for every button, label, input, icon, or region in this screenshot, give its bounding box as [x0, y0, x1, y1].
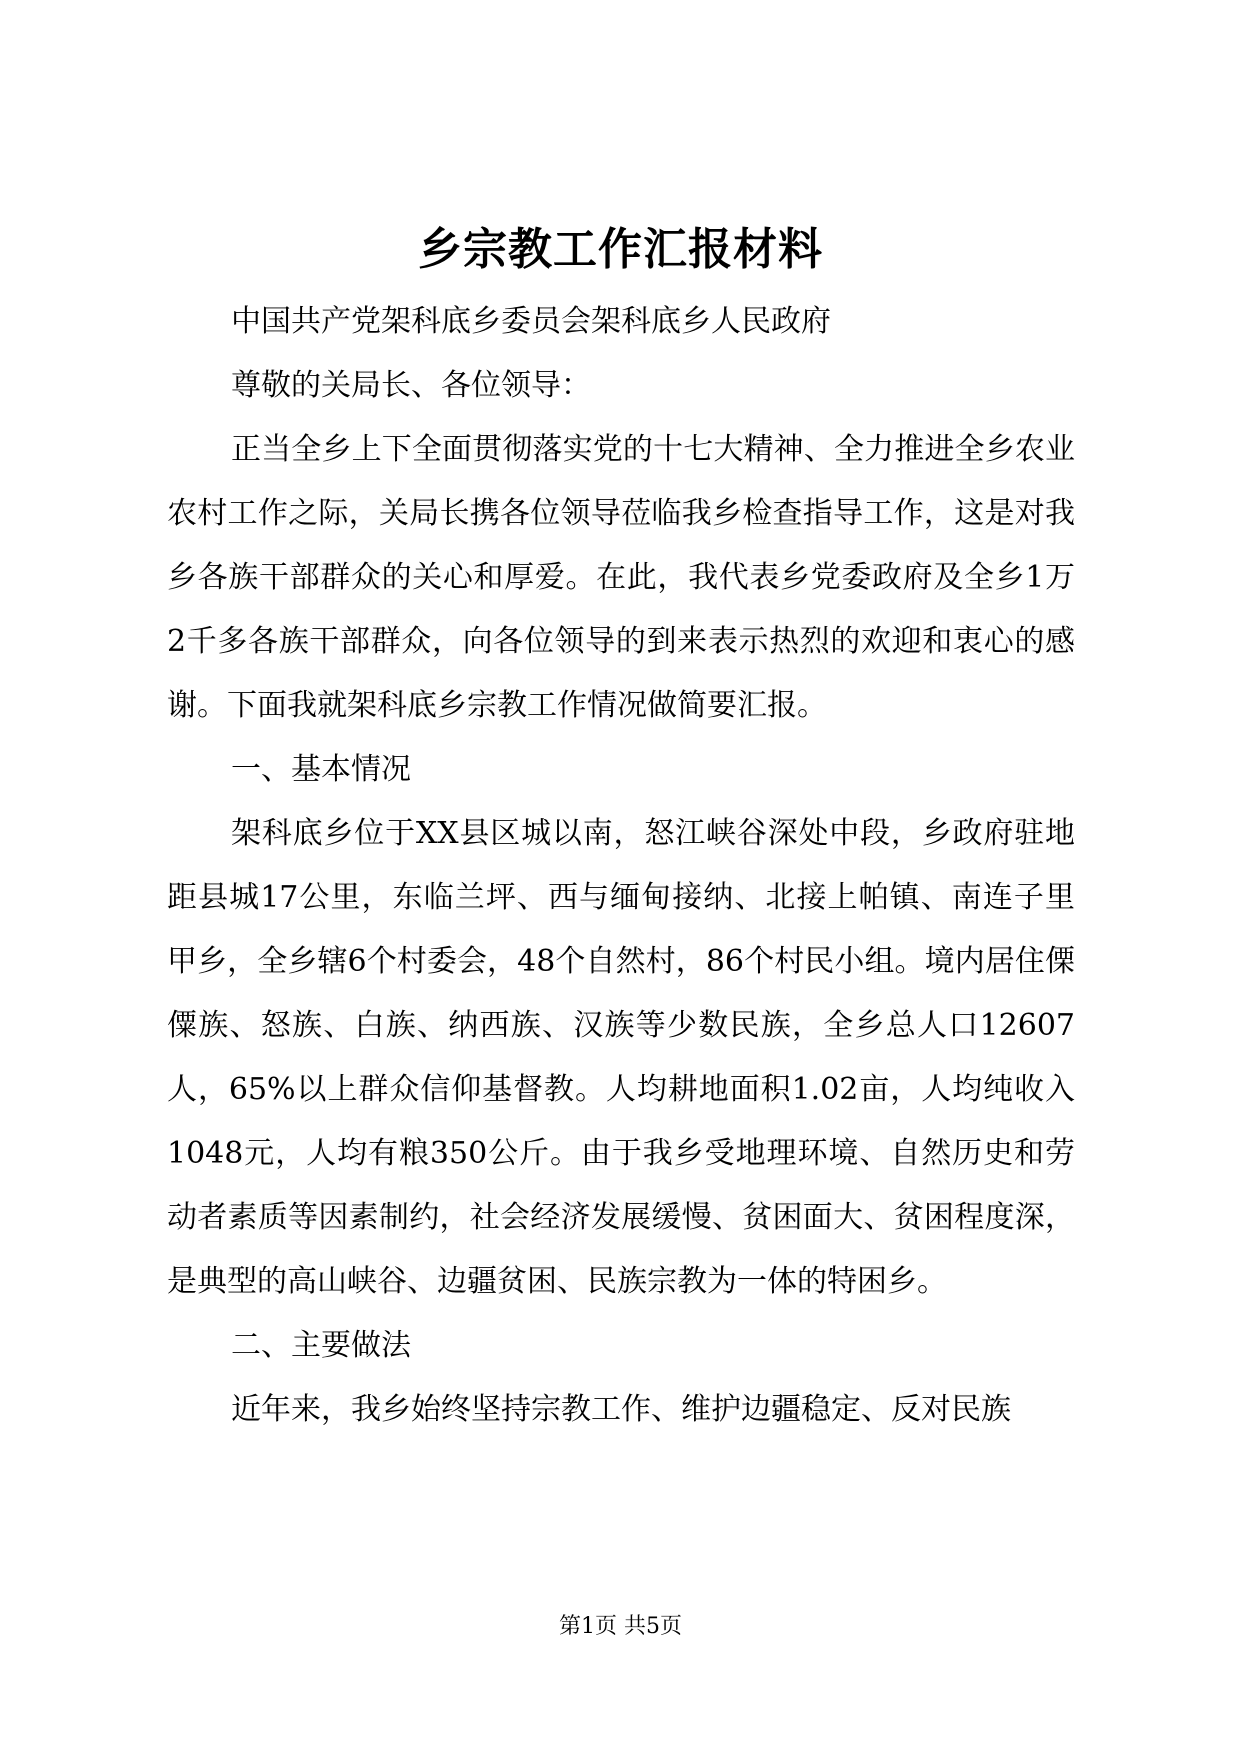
document-body — [167, 290, 1075, 1442]
paragraph-intro: 正当全乡上下全面贯彻落实党的十七大精神、全力推进全乡农业农村工作之际，关局长携各位领导莅临我乡检查指导工作，这是对我乡各族干部群众的关心和厚爱。在此，我代表乡党委政府及全乡1万2千多各族干部群众，向各位领导的到来表示热烈的欢迎和衷心的感谢。下面我就架科底乡宗教工作情况做简要汇报。 — [167, 432, 1075, 723]
page-number-footer: 第1页 共5页 — [559, 1614, 682, 1639]
paragraph-basic-situation: 架科底乡位于XX县区城以南，怒江峡谷深处中段，乡政府驻地距县城17公里，东临兰坪、西与缅甸接纳、北接上帕镇、南连子里甲乡，全乡辖6个村委会，48个自然村，86个村民小组。境内居住傈僳族、怒族、白族、纳西族、汉族等少数民族，全乡总人口12607人，65%以上群众信仰基督教。人均耕地面积1.02亩，人均纯收入1048元，人均有粮350公斤。由于我乡受地理环境、自然历史和劳动者素质等因素制约，社会经济发展缓慢、贫困面大、贫困程度深，是典型的高山峡谷、边疆贫困、民族宗教为一体的特困乡。 — [167, 816, 1075, 1299]
section-heading-basic-situation: 一、基本情况 — [231, 752, 411, 787]
paragraph-issuer: 中国共产党架科底乡委员会架科底乡人民政府 — [231, 304, 831, 339]
paragraph-salutation: 尊敬的关局长、各位领导： — [231, 368, 591, 403]
paragraph-main-practices: 近年来，我乡始终坚持宗教工作、维护边疆稳定、反对民族 — [231, 1392, 1011, 1427]
section-heading-main-practices: 二、主要做法 — [231, 1328, 411, 1363]
document-title: 乡宗教工作汇报材料 — [418, 224, 823, 275]
